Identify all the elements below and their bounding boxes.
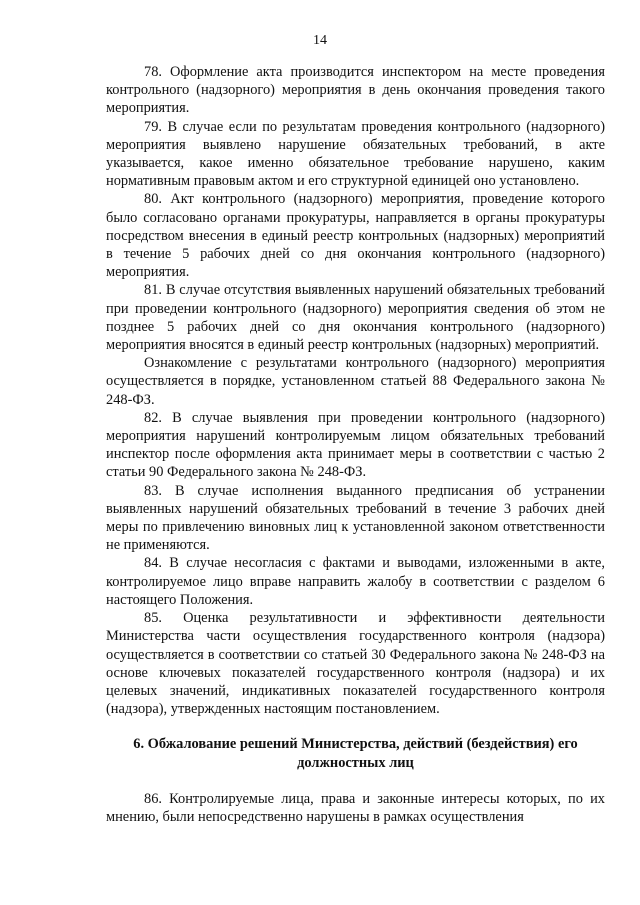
- paragraph-familiarization: Ознакомление с результатами контрольного (надзорного) мероприятия осуществляется в порядке, установленном статьей 88 Федерального закона № 248-ФЗ.: [106, 355, 605, 408]
- section-heading-line-2: должностных лиц: [297, 754, 414, 771]
- paragraph-81: 81. В случае отсутствия выявленных нарушений обязательных требований при проведении контрольного (надзорного) мероприятия сведения об этом не позднее 5 рабочих дней со дня окончания контрольного (надзорного) мероприятия вносятся в единый реестр контрольных (надзорных) мероприятий.: [106, 282, 605, 354]
- paragraph-82: 82. В случае выявления при проведении контрольного (надзорного) мероприятия нарушений контролируемым лицом обязательных требований инспектор после оформления акта принимает меры в соответствии с частью 2 статьи 90 Федерального закона № 248-ФЗ.: [106, 409, 605, 481]
- paragraph-79: 79. В случае если по результатам проведения контрольного (надзорного) мероприятия выявлено нарушение обязательных требований, в акте указывается, какое именно обязательное требование нарушено, каким нормативным правовым актом и его структурной единицей оно установлено.: [106, 118, 605, 190]
- section-heading: [106, 735, 605, 771]
- paragraph-84: 84. В случае несогласия с фактами и выводами, изложенными в акте, контролируемое лицо вправе направить жалобу в соответствии с разделом 6 настоящего Положения.: [106, 555, 605, 608]
- paragraph-78: 78. Оформление акта производится инспектором на месте проведения контрольного (надзорного) мероприятия в день окончания проведения такого мероприятия.: [106, 64, 605, 117]
- paragraph-85: 85. Оценка результативности и эффективности деятельности Министерства части осуществления государственного контроля (надзора) осуществляется в соответствии со статьей 30 Федерального закона № 248-ФЗ на основе ключевых показателей государственного контроля (надзора) и их целевых значений, индикативных показателей государственного контроля (надзора), утвержденных настоящим постановлением.: [106, 610, 605, 718]
- page-number: 14: [313, 33, 327, 48]
- paragraph-86: 86. Контролируемые лица, права и законные интересы которых, по их мнению, были непосредственно нарушены в рамках осуществления: [106, 790, 605, 825]
- paragraph-80: 80. Акт контрольного (надзорного) мероприятия, проведение которого было согласовано органами прокуратуры, направляется в органы прокуратуры посредством внесения в единый реестр контрольных (надзорных) мероприятий в течение 5 рабочих дней со дня окончания контрольного (надзорного) мероприятия.: [106, 191, 605, 281]
- section-heading-line-1: 6. Обжалование решений Министерства, действий (бездействия) его: [133, 736, 578, 753]
- document-body: [106, 63, 605, 826]
- paragraph-83: 83. В случае исполнения выданного предписания об устранении выявленных нарушений обязательных требований в течение 3 рабочих дней меры по привлечению виновных лиц к установленной законом ответственности не применяются.: [106, 482, 605, 554]
